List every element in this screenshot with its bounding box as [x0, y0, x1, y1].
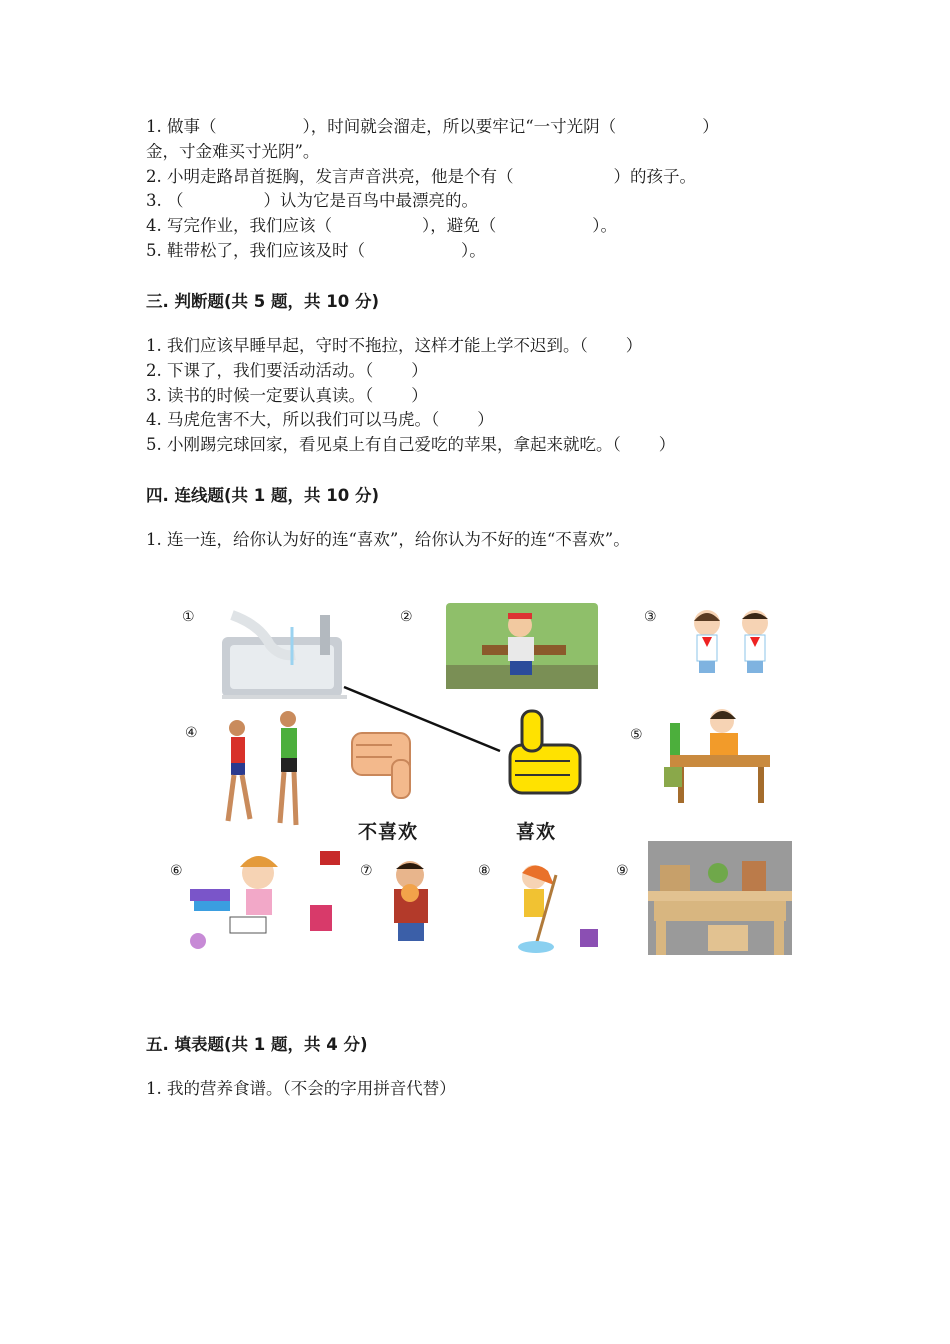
- q4-text-c: ）。: [592, 216, 617, 235]
- matching-illustrations: [170, 595, 795, 975]
- judge-item-4-close: ）: [477, 410, 494, 429]
- tidy-desk-photo[interactable]: [648, 841, 792, 955]
- q2-text-b: ）的孩子。: [613, 167, 696, 186]
- judge-item-1-text: 1. 我们应该早睡早起，守时不拖拉，这样才能上学不迟到。（: [146, 336, 588, 355]
- desk-sleeping-illustration[interactable]: [664, 709, 770, 803]
- girl-mopping-illustration[interactable]: [518, 865, 598, 953]
- judge-item-3-text: 3. 读书的时候一定要认真读。（: [146, 386, 374, 405]
- fill-question-3: [146, 190, 478, 212]
- section-5-title: 五. 填表题(共 1 题，共 4 分): [146, 1035, 368, 1054]
- boy-eating-illustration[interactable]: [394, 861, 428, 941]
- fill-question-1-line2: 金，寸金难买寸光阴”。: [146, 142, 320, 161]
- fill-question-1: [146, 116, 719, 138]
- judge-item-3: [146, 385, 428, 407]
- q1-text-c: ）: [702, 117, 719, 136]
- fill-question-4: [146, 215, 617, 237]
- judge-item-5: [146, 434, 675, 456]
- judge-item-5-close: ）: [658, 435, 676, 454]
- judge-item-2-text: 2. 下课了，我们要活动活动。（: [146, 361, 374, 380]
- q5-text-a: 5. 鞋带松了，我们应该及时（: [146, 241, 365, 260]
- q1-text-a: 1. 做事（: [146, 117, 217, 136]
- judge-item-1: [146, 335, 642, 357]
- label-7: ⑦: [360, 863, 373, 879]
- label-3: ③: [644, 609, 657, 625]
- label-2: ②: [400, 609, 413, 625]
- label-4: ④: [185, 725, 198, 741]
- label-8: ⑧: [478, 863, 491, 879]
- dislike-caption: 不喜欢: [358, 821, 419, 843]
- judge-item-2: [146, 360, 428, 382]
- sink-handwashing-illustration[interactable]: [222, 615, 347, 699]
- thumbs-down-icon[interactable]: [352, 733, 410, 798]
- judge-item-5-text: 5. 小刚踢完球回家，看见桌上有自己爱吃的苹果，拿起来就吃。（: [146, 435, 621, 454]
- q3-text-a: 3. （: [146, 191, 184, 210]
- fill-question-2: [146, 166, 696, 188]
- judge-item-4-text: 4. 马虎危害不大，所以我们可以马虎。（: [146, 410, 440, 429]
- label-6: ⑥: [170, 863, 183, 879]
- label-1: ①: [182, 609, 195, 625]
- judge-item-2-close: ）: [411, 361, 428, 380]
- label-5: ⑤: [630, 727, 643, 743]
- table-question-1: 1. 我的营养食谱。（不会的字用拼音代替）: [146, 1079, 456, 1098]
- judge-item-3-close: ）: [411, 386, 428, 405]
- bench-litter-illustration[interactable]: [446, 603, 598, 689]
- q3-text-b: ）认为它是百鸟中最漂亮的。: [263, 191, 478, 210]
- messy-room-illustration[interactable]: [190, 851, 340, 949]
- section-3-title: 三. 判断题(共 5 题，共 10 分): [146, 292, 380, 311]
- q5-text-b: ）。: [461, 241, 486, 260]
- section-4-title: 四. 连线题(共 1 题，共 10 分): [146, 486, 380, 505]
- q2-text-a: 2. 小明走路昂首挺胸，发言声音洪亮，他是个有（: [146, 167, 514, 186]
- runners-illustration[interactable]: [228, 711, 297, 825]
- matching-figure: [170, 595, 795, 975]
- judge-item-1-close: ）: [625, 336, 643, 355]
- fill-question-5: [146, 240, 486, 262]
- children-saluting-illustration[interactable]: [694, 610, 768, 673]
- judge-item-4: [146, 409, 494, 431]
- q4-text-a: 4. 写完作业，我们应该（: [146, 216, 332, 235]
- q4-text-b: ），避免（: [422, 216, 497, 235]
- like-caption: 喜欢: [516, 821, 557, 843]
- matching-question-1: 1. 连一连，给你认为好的连“喜欢”，给你认为不好的连“不喜欢”。: [146, 530, 630, 549]
- thumbs-up-icon[interactable]: [510, 711, 580, 793]
- q1-text-b: ），时间就会溜走，所以要牢记“一寸光阴（: [302, 117, 617, 136]
- label-9: ⑨: [616, 863, 629, 879]
